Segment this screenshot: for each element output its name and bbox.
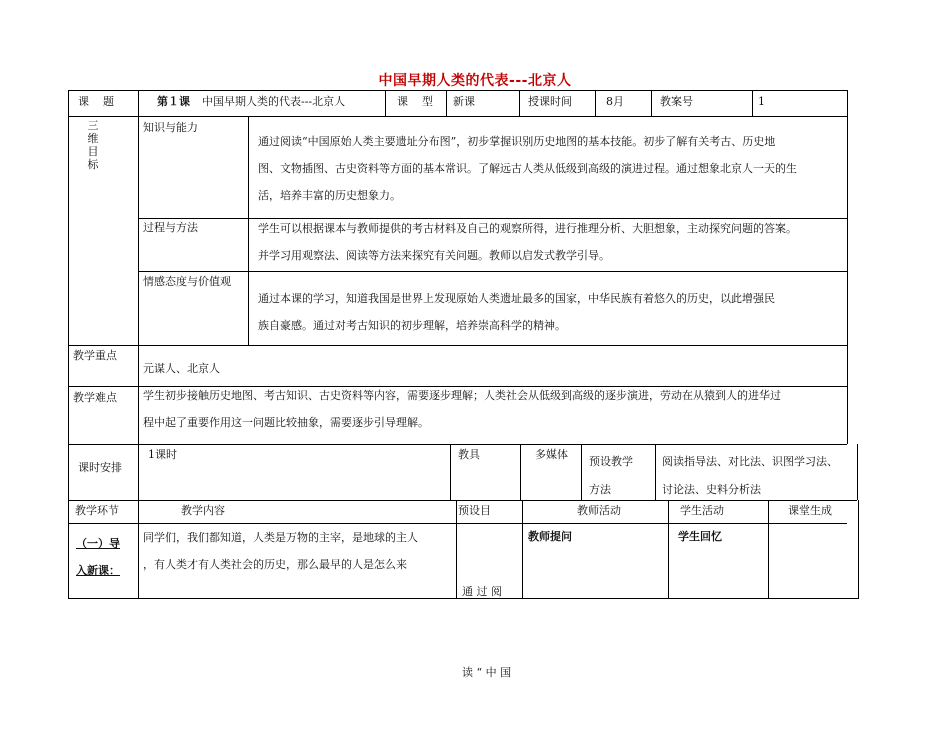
difficulties-line: 程中起了重要作用这一问题比较抽象，需要逐步引导理解。 <box>143 416 429 429</box>
knowledge-line: 通过阅读“中国原始人类主要遗址分布图”，初步掌握识别历史地图的基本技能。初步了解有关考古、历史地 <box>258 135 776 148</box>
teacher-header: 教师活动 <box>577 504 621 517</box>
intro-stage <box>76 530 120 584</box>
col-divider-label <box>138 90 139 523</box>
intro-goal-line: 通 过 阅 <box>462 585 502 598</box>
document-title: 中国早期人类的代表---北京人 <box>378 73 572 89</box>
plan-value: 1 <box>758 95 765 108</box>
knowledge-line: 图、文物插图、古史资料等方面的基本常识。了解远古人类从低级到高级的演进过程。通过想象北京人一天的生 <box>258 162 797 175</box>
col-divider-media <box>581 444 582 500</box>
difficulties-text <box>143 382 781 436</box>
difficulties-line: 学生初步接触历史地图、考古知识、古史资料等内容，需要逐步理解；人类社会从低级到高级的逐步演进，劳动在从猿到人的进华过 <box>143 389 781 402</box>
method-label <box>589 448 633 504</box>
intro-stage-line: 入新课： <box>76 564 120 577</box>
process-line: 并学习用观察法、阅读等方法来探究有关问题。教师以启发式教学引导。 <box>258 249 610 262</box>
type-value: 新课 <box>453 95 475 108</box>
tools-value: 多媒体 <box>535 448 568 461</box>
goal-header: 预设目 <box>458 504 491 517</box>
col-divider-subgoal <box>248 116 249 345</box>
col-divider-content <box>456 500 457 598</box>
methods-value <box>662 448 838 504</box>
knowledge-line: 活，培养丰富的历史想象力。 <box>258 189 401 202</box>
process-line: 学生可以根据课本与教师提供的考古材料及自己的观察所得，进行推理分析、大胆想象，主动探究问题的答案。 <box>258 222 797 235</box>
knowledge-text <box>258 128 797 209</box>
row-divider-process <box>138 271 847 272</box>
type-label: 课 型 <box>397 95 433 108</box>
goals-label-char: 目 <box>87 145 99 158</box>
outcome-header: 课堂生成 <box>788 504 832 517</box>
intro-content-line: 同学们，我们都知道，人类是万物的主宰，是地球的主人 <box>143 531 418 544</box>
content-header: 教学内容 <box>181 504 225 517</box>
table-border-left <box>68 90 69 598</box>
intro-stage-line: （一）导 <box>76 537 120 550</box>
intro-goal <box>462 524 511 740</box>
process-label: 过程与方法 <box>143 221 198 234</box>
stage-header: 教学环节 <box>75 504 119 517</box>
emotion-text <box>258 285 775 339</box>
intro-student: 学生回忆 <box>678 530 722 543</box>
table-border-right <box>847 90 848 444</box>
lesson-number: 第１课 <box>157 95 190 108</box>
plan-label: 教案号 <box>660 95 693 108</box>
goals-label-char: 标 <box>87 158 99 171</box>
schedule-hours: 1课时 <box>148 448 177 461</box>
tools-label: 教具 <box>458 448 480 461</box>
col-divider-hours <box>450 444 451 500</box>
goals-label-char: 三 <box>87 119 99 132</box>
goals-label <box>86 119 100 171</box>
methods-line: 讨论法、史料分析法 <box>662 483 761 496</box>
row-divider-difficulties <box>68 444 847 445</box>
col-divider-method <box>655 444 656 500</box>
intro-content <box>143 524 418 578</box>
col-divider-lesson <box>385 90 386 116</box>
process-text <box>258 215 797 269</box>
method-label-line: 方法 <box>589 483 611 496</box>
lesson-title: 中国早期人类的代表---北京人 <box>202 95 346 108</box>
col-divider-student <box>768 500 769 598</box>
emotion-label: 情感态度与价值观 <box>143 275 231 288</box>
keypoints-value: 元谋人、北京人 <box>143 362 220 375</box>
schedule-border-right <box>857 444 858 500</box>
col-divider-stage <box>138 523 139 598</box>
col-divider-goal <box>522 500 523 598</box>
student-header: 学生活动 <box>680 504 724 517</box>
col-divider-plan <box>752 90 753 116</box>
goals-label-char: 维 <box>87 132 99 145</box>
process-border-right <box>858 500 859 598</box>
intro-content-line: ，有人类才有人类社会的历史，那么最早的人是怎么来 <box>143 558 407 571</box>
time-value: 8月 <box>606 95 624 108</box>
methods-line: 阅读指导法、对比法、识图学习法、 <box>662 455 838 468</box>
topic-label: 课 题 <box>78 95 114 108</box>
emotion-line: 通过本课的学习，知道我国是世界上发现原始人类遗址最多的国家，中华民族有着悠久的历史，以此增强民 <box>258 292 775 305</box>
col-divider-time <box>595 90 596 116</box>
method-label-line: 预设教学 <box>589 455 633 468</box>
col-divider-typevalue <box>519 90 520 116</box>
col-divider-teacher <box>668 500 669 598</box>
row-divider-header <box>68 116 847 117</box>
time-label: 授课时间 <box>528 95 572 108</box>
row-divider-goals <box>68 345 847 346</box>
difficulties-label: 教学难点 <box>73 391 117 404</box>
emotion-line: 族自豪感。通过对考古知识的初步理解，培养崇高科学的精神。 <box>258 319 566 332</box>
col-divider-timevalue <box>651 90 652 116</box>
table-border-top <box>68 90 847 91</box>
col-divider-type <box>446 90 447 116</box>
knowledge-label: 知识与能力 <box>143 121 198 134</box>
intro-teacher: 教师提问 <box>528 530 572 543</box>
intro-goal-line: 读 “ 中 国 <box>462 666 512 679</box>
col-divider-tools <box>520 444 521 500</box>
keypoints-label: 教学重点 <box>73 349 117 362</box>
schedule-label: 课时安排 <box>78 461 122 474</box>
